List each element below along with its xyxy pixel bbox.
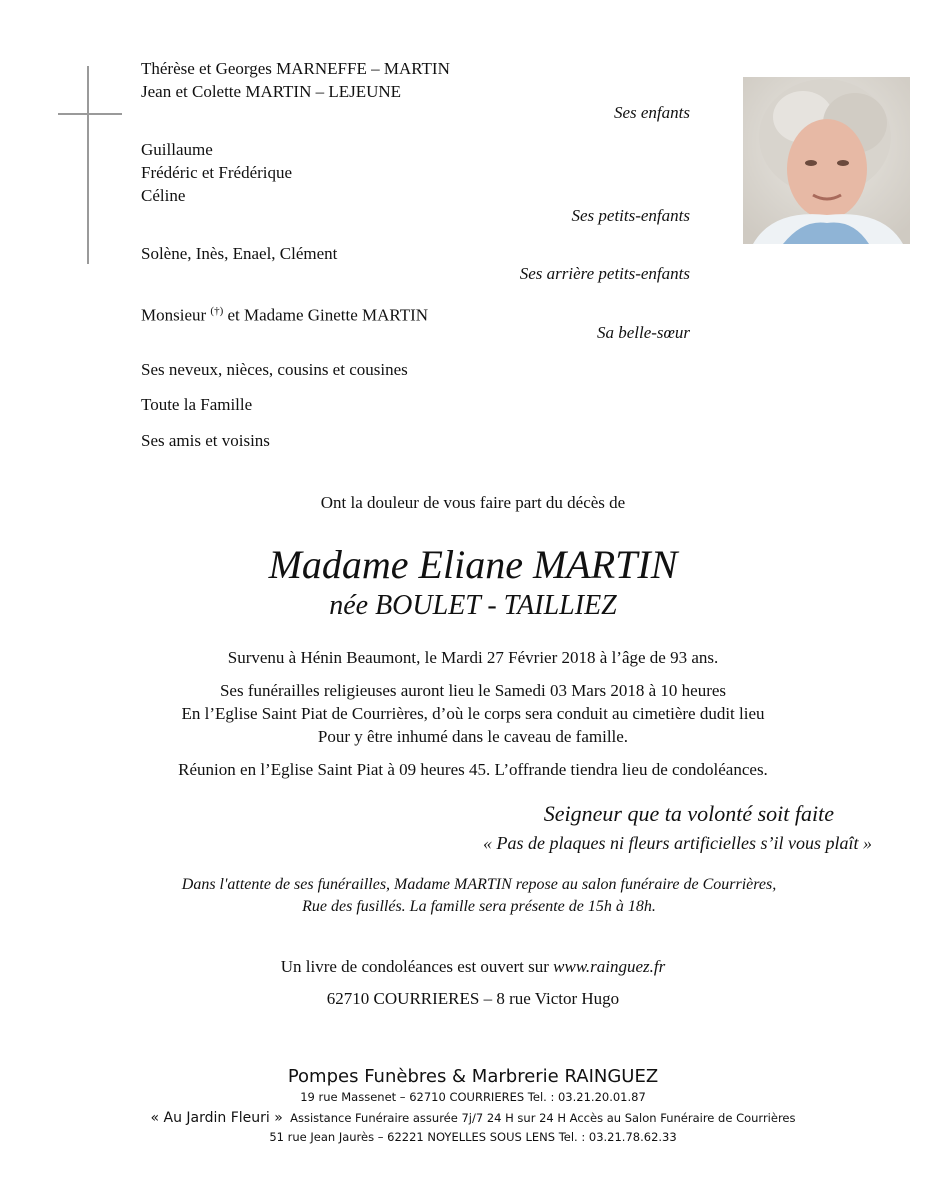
friends-line: Ses amis et voisins <box>141 431 270 450</box>
company-name: Pompes Funèbres & Marbrerie RAINGUEZ <box>287 1066 659 1087</box>
sister-in-law-role: Sa belle-sœur <box>596 323 690 342</box>
deceased-name: Madame Eliane MARTIN <box>268 542 678 587</box>
grandchild-2: Frédéric et Frédérique <box>141 163 293 182</box>
death-details: Survenu à Hénin Beaumont, le Mardi 27 Février 2018 à l’âge de 93 ans. <box>227 648 719 667</box>
no-flowers-line: « Pas de plaques ni fleurs artificielles s’il vous plaît » <box>483 833 872 853</box>
children-line-1: Thérèse et Georges MARNEFFE – MARTIN <box>141 59 450 78</box>
funeral-line-1: Ses funérailles religieuses auront lieu le Samedi 03 Mars 2018 à 10 heures <box>219 681 727 700</box>
deceased-mark: (†) <box>210 305 224 317</box>
sister-in-law-post: et Madame Ginette MARTIN <box>223 305 429 325</box>
whole-family-line: Toute la Famille <box>141 395 253 414</box>
condolence-book-link[interactable]: www.rainguez.fr <box>553 957 666 976</box>
children-role: Ses enfants <box>613 103 690 122</box>
grandchild-3: Céline <box>141 186 186 205</box>
great-grandchildren: Solène, Inès, Enael, Clément <box>141 244 338 263</box>
jardin-fleuri-name: « Au Jardin Fleuri » <box>150 1110 283 1126</box>
funeral-line-2: En l’Eglise Saint Piat de Courrières, d’où le corps sera conduit au cimetière dudit lieu <box>181 704 765 723</box>
cross-horizontal-bar <box>58 113 122 115</box>
jardin-fleuri-line <box>0 1110 946 1126</box>
grandchildren-role: Ses petits-enfants <box>571 206 690 225</box>
great-grandchildren-role: Ses arrière petits-enfants <box>519 264 690 283</box>
portrait-photo <box>743 77 910 244</box>
company-address: 19 rue Massenet – 62710 COURRIERES Tel. : 03.21.20.01.87 <box>300 1090 646 1104</box>
cross-vertical-bar <box>87 66 89 264</box>
meeting-line: Réunion en l’Eglise Saint Piat à 09 heures 45. L’offrande tiendra lieu de condoléances. <box>178 760 768 779</box>
sister-in-law-line <box>141 300 428 327</box>
jardin-fleuri-services: Assistance Funéraire assurée 7j/7 24 H sur 24 H Accès au Salon Funéraire de Courrières <box>290 1111 796 1125</box>
maiden-name: née BOULET - TAILLIEZ <box>329 590 617 621</box>
condolence-book-text: Un livre de condoléances est ouvert sur <box>280 957 554 976</box>
portrait-illustration-icon <box>743 77 910 244</box>
intro-line: Ont la douleur de vous faire part du décès de <box>320 493 626 512</box>
sister-in-law-pre: Monsieur <box>141 305 211 325</box>
children-line-2: Jean et Colette MARTIN – LEJEUNE <box>141 82 402 101</box>
nephews-line: Ses neveux, nièces, cousins et cousines <box>141 360 408 379</box>
grandchild-1: Guillaume <box>141 140 213 159</box>
rest-line-2: Rue des fusillés. La famille sera présente de 15h à 18h. <box>302 898 656 915</box>
address-line: 62710 COURRIERES – 8 rue Victor Hugo <box>326 989 620 1008</box>
prayer-line: Seigneur que ta volonté soit faite <box>543 801 834 826</box>
jardin-fleuri-address: 51 rue Jean Jaurès – 62221 NOYELLES SOUS LENS Tel. : 03.21.78.62.33 <box>269 1130 677 1144</box>
rest-line-1: Dans l'attente de ses funérailles, Madame MARTIN repose au salon funéraire de Courrières, <box>181 876 777 893</box>
condolence-book-line <box>0 957 946 977</box>
funeral-line-3: Pour y être inhumé dans le caveau de famille. <box>317 727 629 746</box>
